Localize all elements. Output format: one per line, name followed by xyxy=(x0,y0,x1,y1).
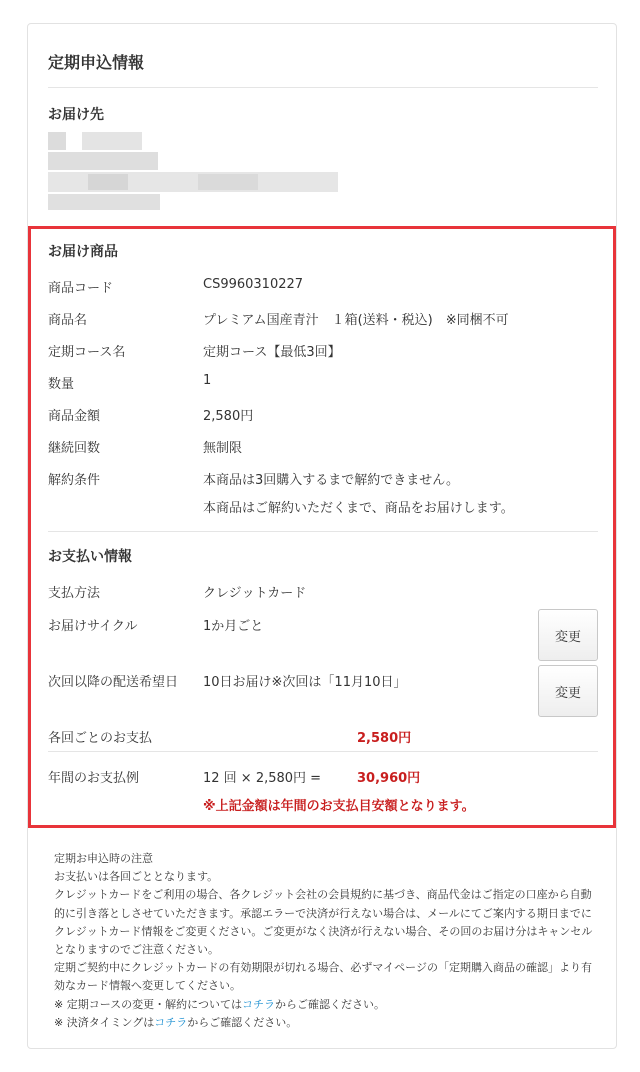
notes-line-5 xyxy=(54,1014,594,1032)
product-name-value: プレミアム国産青汁 １箱(送料・税込) ※同梱不可 xyxy=(203,313,509,328)
subscription-notes xyxy=(54,850,594,1032)
notes-title: 定期お申込時の注意 xyxy=(54,852,153,865)
delivery-cycle-value: 1か月ごと xyxy=(203,619,264,634)
annual-payment-note: ※上記金額は年間のお支払目安額となります。 xyxy=(203,799,475,814)
highlight-frame xyxy=(28,226,616,828)
product-name-label: 商品名 xyxy=(48,313,88,328)
per-payment-value: 2,580円 xyxy=(357,731,412,746)
course-name-label: 定期コース名 xyxy=(48,345,126,360)
notes-line-5-pre: ※ 決済タイミングは xyxy=(54,1015,155,1029)
continuation-label: 継続回数 xyxy=(48,441,101,456)
product-heading: お届け商品 xyxy=(48,244,118,260)
product-price-value: 2,580円 xyxy=(203,409,254,424)
course-name-value: 定期コース【最低3回】 xyxy=(203,345,341,360)
payment-method-value: クレジットカード xyxy=(203,586,307,601)
course-change-link[interactable]: コチラ xyxy=(241,997,275,1011)
quantity-value: 1 xyxy=(203,373,212,388)
cancel-condition-value-2: 本商品はご解約いただくまで、商品をお届けします。 xyxy=(203,501,514,516)
delivery-cycle-label: お届けサイクル xyxy=(48,619,138,634)
per-payment-label: 各回ごとのお支払 xyxy=(48,731,153,746)
annual-payment-formula: 12 回 × 2,580円 = xyxy=(203,771,322,786)
annual-payment-label: 年間のお支払例 xyxy=(48,771,140,786)
change-cycle-button[interactable]: 変更 xyxy=(538,609,598,661)
notes-line-3: 定期ご契約中にクレジットカードの有効期限が切れる場合、必ずマイページの「定期購入商品の確認」より有効なカード情報へ変更してください。 xyxy=(54,961,592,993)
delivery-schedule-label: 次回以降の配送希望日 xyxy=(48,675,179,690)
payment-heading: お支払い情報 xyxy=(48,549,132,565)
notes-line-4 xyxy=(54,996,594,1014)
annual-payment-value: 30,960円 xyxy=(357,771,421,786)
change-schedule-button[interactable]: 変更 xyxy=(538,665,598,717)
cancel-condition-value: 本商品は3回購入するまで解約できません。 xyxy=(203,473,460,488)
payment-timing-link[interactable]: コチラ xyxy=(154,1015,188,1029)
delivery-schedule-value: 10日お届け※次回は「11月10日」 xyxy=(203,675,407,690)
product-price-label: 商品金額 xyxy=(48,409,101,424)
delivery-heading: お届け先 xyxy=(48,107,104,123)
cancel-condition-label: 解約条件 xyxy=(48,473,101,488)
address-mosaic xyxy=(48,132,358,210)
title-divider xyxy=(48,87,598,88)
continuation-value: 無制限 xyxy=(203,441,243,456)
notes-line-4-post: からご確認ください。 xyxy=(274,997,385,1011)
product-code-label: 商品コード xyxy=(48,281,114,296)
product-code-value: CS9960310227 xyxy=(203,277,304,292)
notes-line-2: クレジットカードをご利用の場合、各クレジット会社の会員規約に基づき、商品代金はご指定の口座から自動的に引き落としさせていただきます。承認エラーで決済が行えない場合は、メールにてご案内する期日までにクレジットカード情報をご変更ください。ご変更がなく決済が行えない場合、その回のお届け分はキャンセルとなりますのでご注意ください。 xyxy=(54,888,593,957)
quantity-label: 数量 xyxy=(48,377,75,392)
notes-line-1: お支払いは各回ごととなります。 xyxy=(54,870,219,884)
notes-line-4-pre: ※ 定期コースの変更・解約については xyxy=(54,997,242,1011)
page-title: 定期申込情報 xyxy=(48,53,145,72)
notes-line-5-post: からご確認ください。 xyxy=(187,1015,298,1029)
payment-method-label: 支払方法 xyxy=(48,586,101,601)
